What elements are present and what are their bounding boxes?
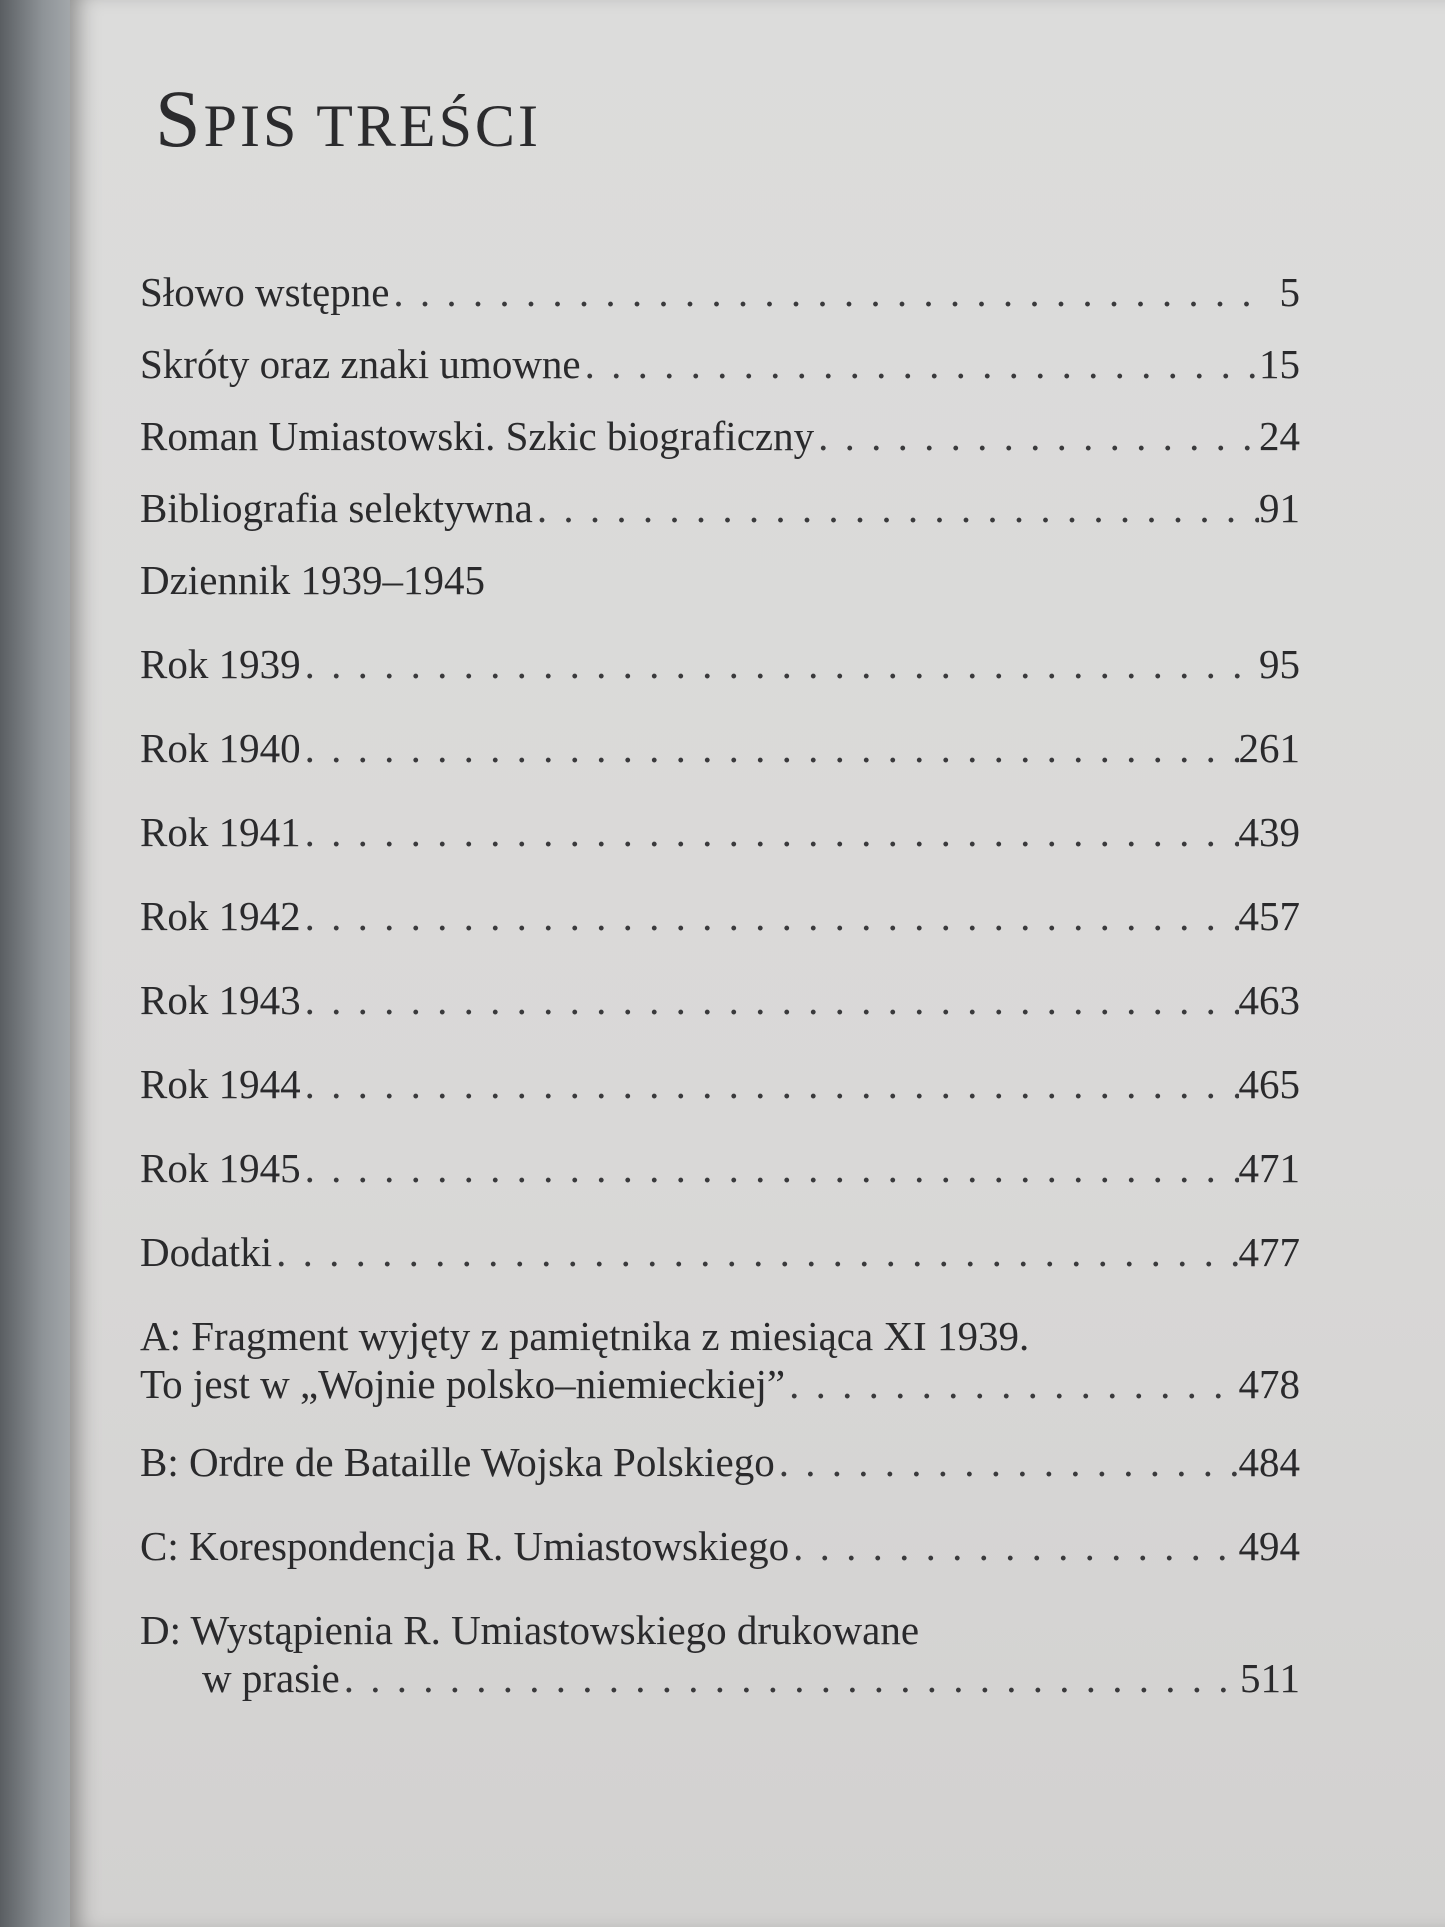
toc-section-dziennik <box>140 556 1300 604</box>
toc-entry-label: Rok 1942 <box>140 893 301 939</box>
toc-leader-dots <box>785 1360 1238 1408</box>
toc-page-number: 15 <box>1259 341 1300 387</box>
toc-page-number: 477 <box>1238 1229 1300 1275</box>
toc-entry-dodatek-a <box>140 1312 1300 1408</box>
toc-leader-dots <box>301 1144 1239 1192</box>
toc-entry-label: Bibliografia selektywna <box>140 485 533 531</box>
toc-section-heading: Dziennik 1939–1945 <box>140 557 486 603</box>
toc-entry-label: Rok 1943 <box>140 977 301 1023</box>
toc-entry-skroty <box>140 340 1300 388</box>
toc-leader-dots <box>301 724 1239 772</box>
toc-leader-dots <box>581 340 1259 388</box>
toc-page-number: 478 <box>1238 1361 1300 1407</box>
toc-entry-rok-1943 <box>140 976 1300 1024</box>
toc-entry-dodatek-c <box>140 1522 1300 1570</box>
toc-entry-rok-1941 <box>140 808 1300 856</box>
table-of-contents <box>140 268 1300 1702</box>
toc-page-number: 91 <box>1259 485 1300 531</box>
toc-page-number: 95 <box>1259 641 1300 687</box>
toc-entry-rok-1942 <box>140 892 1300 940</box>
toc-entry-rok-1939 <box>140 640 1300 688</box>
toc-entry-label: To jest w „Wojnie polsko–niemieckiej” <box>140 1361 786 1407</box>
toc-entry-dodatki <box>140 1228 1300 1276</box>
toc-leader-dots <box>789 1522 1238 1570</box>
toc-page-number: 511 <box>1240 1655 1300 1701</box>
toc-entry-label: Rok 1941 <box>140 809 301 855</box>
toc-entry-label: Skróty oraz znaki umowne <box>140 341 581 387</box>
toc-leader-dots <box>301 1060 1239 1108</box>
title-rest: PIS TREŚCI <box>203 93 541 159</box>
toc-page-number: 5 <box>1279 269 1300 315</box>
toc-leader-dots <box>775 1438 1239 1486</box>
toc-entry-label: Słowo wstępne <box>140 269 390 315</box>
toc-entry-dodatek-d <box>140 1606 1300 1702</box>
page-title <box>155 73 541 164</box>
toc-entry-label: Roman Umiastowski. Szkic biograficzny <box>140 413 815 459</box>
toc-entry-label: Rok 1945 <box>140 1145 301 1191</box>
toc-leader-dots <box>389 268 1260 316</box>
toc-entry-dodatek-b <box>140 1438 1300 1486</box>
title-initial: S <box>155 73 204 164</box>
toc-page-number: 471 <box>1238 1145 1300 1191</box>
toc-entry-label: Rok 1940 <box>140 725 301 771</box>
toc-entry-label: Dodatki <box>140 1229 273 1275</box>
toc-page-number: 457 <box>1238 893 1300 939</box>
toc-entry-label-line1: A: Fragment wyjęty z pamiętnika z miesiąca XI 1939. <box>140 1313 1030 1359</box>
toc-entry-rok-1944 <box>140 1060 1300 1108</box>
toc-entry-szkic-biograficzny <box>140 412 1300 460</box>
toc-leader-dots <box>814 412 1259 460</box>
toc-entry-label: C: Korespondencja R. Umiastowskiego <box>140 1523 790 1569</box>
toc-entry-label: Rok 1939 <box>140 641 301 687</box>
toc-entry-label: w prasie <box>202 1655 340 1701</box>
toc-entry-label-line1: D: Wystąpienia R. Umiastowskiego drukowane <box>140 1607 920 1653</box>
toc-leader-dots <box>533 484 1259 532</box>
toc-entry-rok-1945 <box>140 1144 1300 1192</box>
toc-entry-label: B: Ordre de Bataille Wojska Polskiego <box>140 1439 775 1485</box>
toc-leader-dots <box>301 976 1239 1024</box>
toc-page-number: 261 <box>1238 725 1300 771</box>
toc-page-number: 465 <box>1238 1061 1300 1107</box>
toc-leader-dots <box>340 1654 1240 1702</box>
toc-page-number: 463 <box>1238 977 1300 1023</box>
toc-page-number: 24 <box>1259 413 1300 459</box>
toc-page-number: 439 <box>1238 809 1300 855</box>
toc-leader-dots <box>301 892 1239 940</box>
toc-entry-label: Rok 1944 <box>140 1061 301 1107</box>
toc-leader-dots <box>272 1228 1238 1276</box>
toc-entry-bibliografia <box>140 484 1300 532</box>
toc-entry-slowo-wstepne <box>140 268 1300 316</box>
toc-entry-rok-1940 <box>140 724 1300 772</box>
toc-page-number: 494 <box>1238 1523 1300 1569</box>
toc-page-number: 484 <box>1238 1439 1300 1485</box>
toc-leader-dots <box>301 640 1259 688</box>
toc-leader-dots <box>301 808 1239 856</box>
